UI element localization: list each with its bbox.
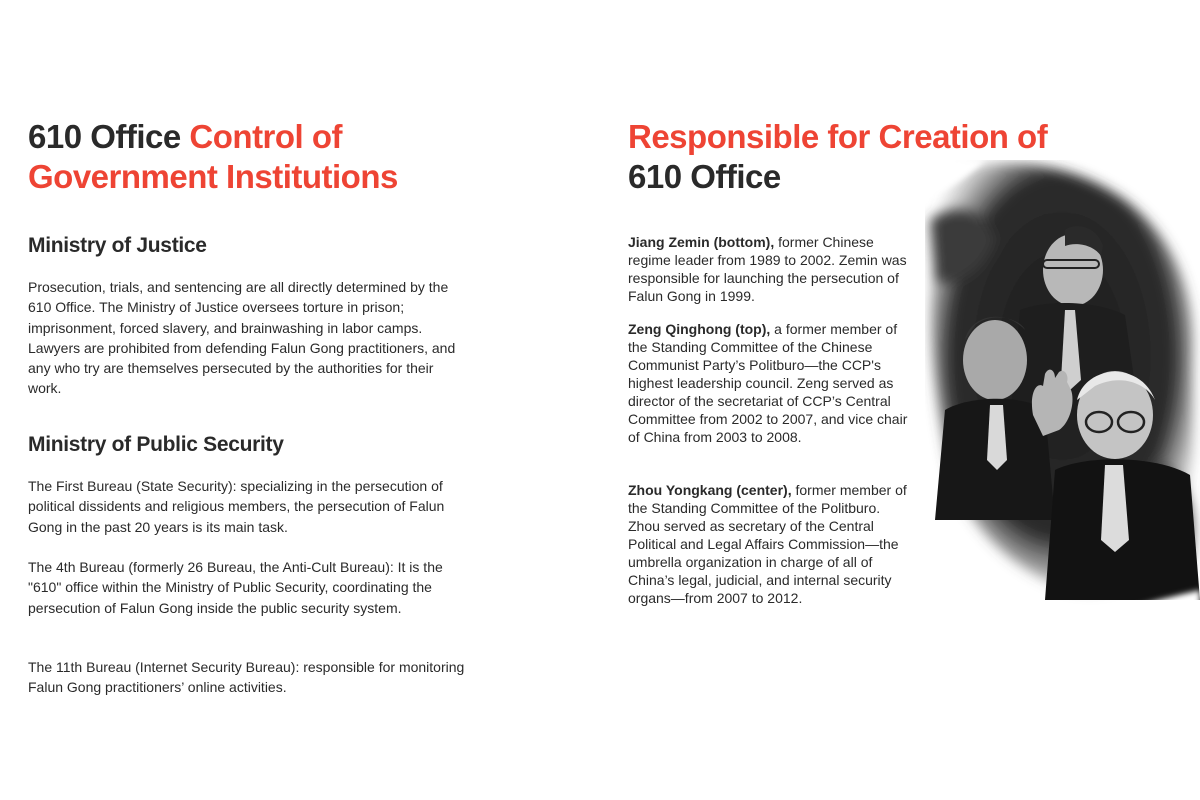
fourth-bureau-paragraph: The 4th Bureau (formerly 26 Bureau, the Anti-Cult Bureau): It is the "610" office within the Ministry of Public Security, coordinating the persecution of Falun Gong inside the public security system. [28,559,443,616]
left-title [28,117,468,197]
right-title-accent: Responsible for Creation of [628,118,1048,155]
ministry-justice-body: Prosecution, trials, and sentencing are all directly determined by the 610 Office. The Ministry of Justice oversees torture in prison; imprisonment, forced slavery, and brainwashing in labor camps. Lawyers are prohibited from defending Falun Gong practitioners, and any who try are themselves persecuted by the authorities for their work. [28,279,456,397]
person-name: Zeng Qinghong (top), [628,321,771,337]
left-title-plain: 610 Office [28,118,190,155]
person-name: Jiang Zemin (bottom), [628,234,775,250]
officials-photo [925,160,1200,610]
right-title-plain: 610 Office [628,158,781,195]
person-desc: former member of the Standing Committee of the Politburo. Zhou served as secretary of the Central Political and Legal Affairs Commission—the umbrella organization in charge of all of China’s legal, judicial, and internal security organs—from 2007 to 2012. [628,482,907,606]
eleventh-bureau-paragraph: The 11th Bureau (Internet Security Bureau): responsible for monitoring Falun Gong practitioners’ online activities. [28,659,465,696]
person-zeng-qinghong [628,320,913,446]
officials-photo-collage [925,160,1200,610]
left-title-accent: Control of Government Institutions [28,118,398,195]
person-name: Zhou Yongkang (center), [628,482,792,498]
person-desc: a former member of the Standing Committee of the Chinese Communist Party’s Politburo—the CCP's highest leadership council. Zeng served as director of the secretariat of CCP’s Central Committee from 2002 to 2007, and vice chair of China from 2003 to 2008. [628,321,908,445]
first-bureau-paragraph: The First Bureau (State Security): specializing in the persecution of political dissidents and religious members, the persecution of Falun Gong in the past 20 years is its main task. [28,478,445,535]
ministry-justice-heading: Ministry of Justice [28,234,207,257]
ministry-public-security-heading: Ministry of Public Security [28,433,284,456]
person-zhou-yongkang [628,481,913,607]
person-desc: former Chinese regime leader from 1989 to 2002. Zemin was responsible for launching the persecution of Falun Gong in 1999. [628,234,907,304]
person-jiang-zemin [628,233,913,305]
